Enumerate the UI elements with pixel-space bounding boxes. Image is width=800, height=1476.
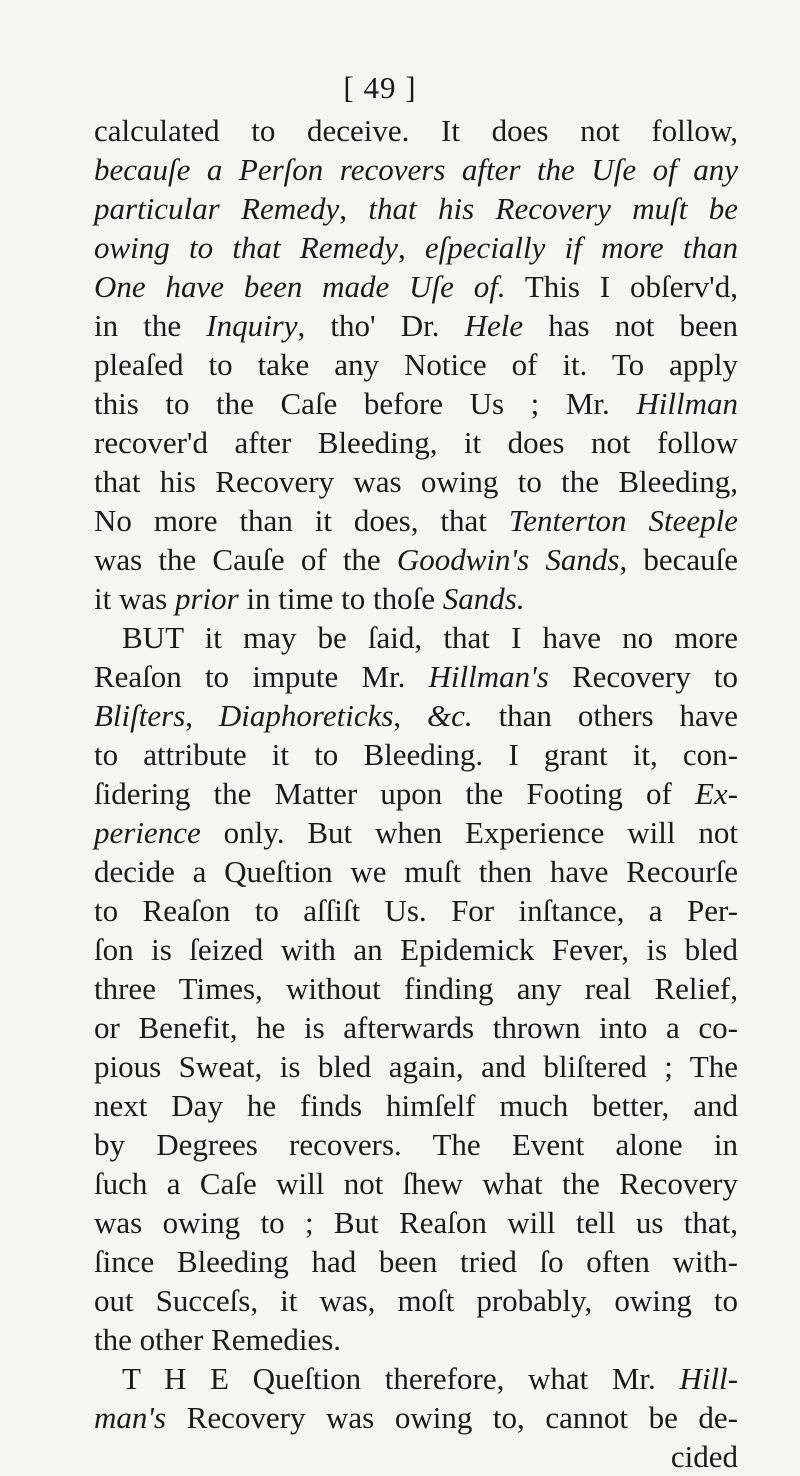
text-run: in time to thoſe: [238, 581, 443, 616]
body-text: [94, 111, 738, 1476]
text-line: [94, 462, 738, 501]
text-run: decide a Queſtion we muſt then have Recourſe: [94, 854, 738, 889]
italic-text: Hele: [464, 308, 524, 343]
italic-text: Ex-: [694, 776, 738, 811]
text-run: three Times, without finding any real Relief,: [94, 971, 738, 1006]
text-run: this to the Caſe before Us ; Mr.: [94, 386, 637, 421]
text-run: it was: [94, 581, 175, 616]
text-line: [94, 1398, 738, 1437]
text-run: ſuch a Caſe will not ſhew what the Recovery: [94, 1166, 738, 1201]
text-line: [94, 813, 738, 852]
text-line: [94, 891, 738, 930]
text-line: [94, 930, 738, 969]
text-line: [94, 384, 738, 423]
text-run: ,: [339, 191, 369, 226]
text-line: [94, 618, 738, 657]
italic-text: eſpecially if more than: [424, 230, 739, 265]
italic-text: One have been made Uſe of.: [94, 269, 506, 304]
text-line: [94, 345, 738, 384]
text-run: recover'd after Bleeding, it does not follow: [94, 425, 738, 460]
text-run: out Succeſs, it was, moſt probably, owing to: [94, 1283, 738, 1318]
text-line: [94, 969, 738, 1008]
text-line: [94, 1008, 738, 1047]
text-line: [94, 1281, 738, 1320]
text-run: pleaſed to take any Notice of it. To apply: [94, 347, 738, 382]
text-run: in the: [94, 308, 207, 343]
italic-text: particular Remedy: [94, 191, 340, 226]
text-line: [94, 1125, 738, 1164]
text-run: was owing to ; But Reaſon will tell us that,: [94, 1205, 738, 1240]
text-line: [94, 1359, 738, 1398]
text-run: Recovery to: [548, 659, 738, 694]
text-run: ſidering the Matter upon the Footing of: [94, 776, 695, 811]
text-line: [94, 501, 738, 540]
text-run: that his Recovery was owing to the Bleeding,: [94, 464, 738, 499]
text-line: [94, 1047, 738, 1086]
text-line: [94, 1164, 738, 1203]
text-run: was the Cauſe of the: [94, 542, 397, 577]
italic-text: Inquiry: [206, 308, 298, 343]
text-run: T H E Queſtion therefore, what Mr.: [122, 1361, 680, 1396]
italic-text: Diaphoreticks: [218, 698, 394, 733]
italic-text: Tenterton Steeple: [508, 503, 738, 538]
text-run: , tho' Dr.: [297, 308, 465, 343]
text-run: by Degrees recovers. The Event alone in: [94, 1127, 738, 1162]
italic-text: Hillman: [636, 386, 738, 421]
text-line: [94, 1320, 738, 1359]
text-line: [94, 1242, 738, 1281]
page-number: [ 49 ]: [343, 70, 417, 105]
text-line: [94, 423, 738, 462]
text-run: BUT it may be ſaid, that I have no more: [122, 620, 738, 655]
text-line: [94, 150, 738, 189]
text-run: ,: [185, 698, 219, 733]
italic-text: perience: [94, 815, 201, 850]
text-run: to Reaſon to aſſiſt Us. For inſtance, a Per-: [94, 893, 738, 928]
text-line: [94, 657, 738, 696]
text-line: [94, 735, 738, 774]
text-line: [94, 579, 738, 618]
text-line: [94, 1203, 738, 1242]
text-run: calculated to deceive. It does not follow,: [94, 113, 738, 148]
italic-text: Hillman's: [428, 659, 549, 694]
text-run: to attribute it to Bleeding. I grant it, con-: [94, 737, 738, 772]
italic-text: Sands.: [442, 581, 525, 616]
italic-text: &c.: [427, 698, 473, 733]
text-run: ,: [397, 230, 425, 265]
text-run: or Benefit, he is afterwards thrown into a co-: [94, 1010, 738, 1045]
text-run: Reaſon to impute Mr.: [94, 659, 429, 694]
text-run: pious Sweat, is bled again, and bliſtered ; The: [94, 1049, 738, 1084]
text-line: [94, 696, 738, 735]
text-run: This I obſerv'd,: [505, 269, 738, 304]
text-line: [94, 306, 738, 345]
italic-text: owing to that Remedy: [94, 230, 398, 265]
italic-text: becauſe a Perſon recovers after the Uſe of any: [94, 152, 738, 187]
italic-text: that his Recovery muſt be: [368, 191, 738, 226]
text-line: [94, 774, 738, 813]
text-run: cided: [670, 1439, 738, 1474]
text-line: [94, 111, 738, 150]
text-run: No more than it does, that: [94, 503, 509, 538]
text-run: ſince Bleeding had been tried ſo often with-: [94, 1244, 738, 1279]
text-run: ſon is ſeized with an Epidemick Fever, is bled: [94, 932, 738, 967]
italic-text: Hill-: [679, 1361, 738, 1396]
text-line: [94, 267, 738, 306]
text-run: , becauſe: [619, 542, 739, 577]
text-run: than others have: [472, 698, 738, 733]
text-line: [94, 1437, 738, 1476]
text-run: the other Remedies.: [94, 1322, 342, 1357]
text-line: [94, 228, 738, 267]
text-line: [94, 189, 738, 228]
text-run: Recovery was owing to, cannot be de-: [166, 1400, 738, 1435]
italic-text: Goodwin's Sands: [396, 542, 620, 577]
text-line: [94, 540, 738, 579]
text-line: [94, 852, 738, 891]
text-line: [94, 1086, 738, 1125]
text-run: only. But when Experience will not: [200, 815, 738, 850]
italic-text: man's: [94, 1400, 167, 1435]
text-run: ,: [393, 698, 428, 733]
italic-text: prior: [174, 581, 239, 616]
text-run: has not been: [523, 308, 738, 343]
italic-text: Bliſters: [94, 698, 186, 733]
text-run: next Day he finds himſelf much better, and: [94, 1088, 738, 1123]
